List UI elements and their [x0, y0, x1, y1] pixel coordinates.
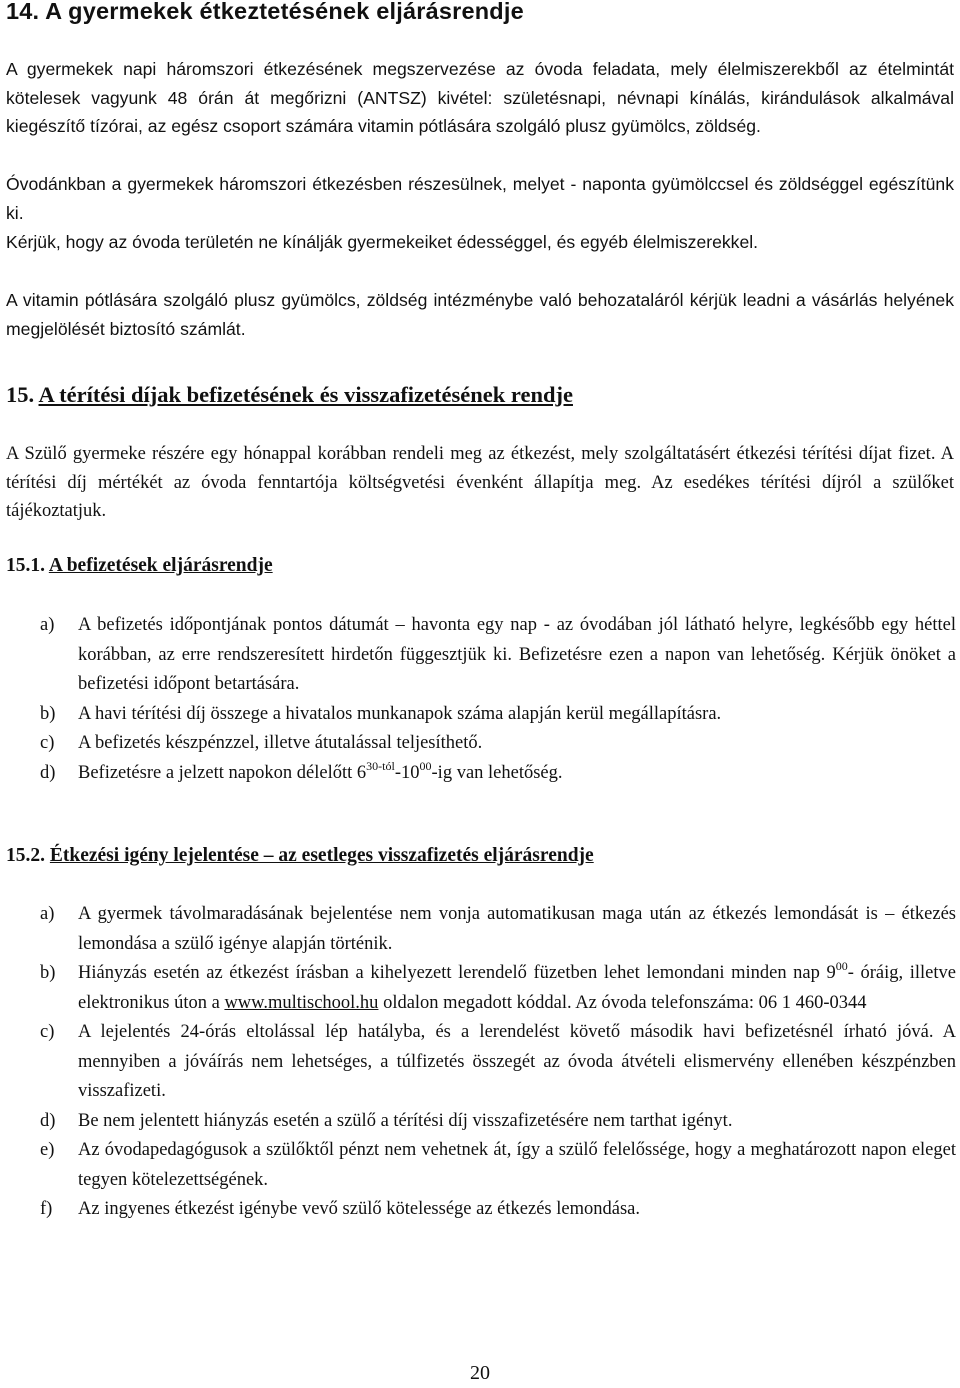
list-item-text: A befizetés készpénzzel, illetve átutalással teljesíthető.: [78, 733, 483, 753]
time-text-middle: -10: [394, 762, 420, 783]
list-item: [40, 1018, 956, 1107]
item-text-prefix: Hiányzás esetén az étkezést írásban a kihelyezett lerendelő füzetben lehet lemondani minden nap 9: [78, 963, 836, 983]
section-15-number: 15.: [6, 382, 35, 407]
list-marker: d): [40, 1110, 56, 1131]
list-item-text: A lejelentés 24-órás eltolással lép hatályba, és a lerendelést követő második havi befizetésnél írható jóvá. A mennyiben a jóváírás nem lehetséges, a túlfizetés összegét az óvoda átvételi elismervény ellenében készpénzben visszafizeti.: [78, 1022, 956, 1101]
time-text-prefix: Befizetésre a jelzett napokon délelőtt 6: [78, 762, 367, 783]
list-marker: f): [40, 1199, 53, 1219]
section-15-1-title: A befizetések eljárásrendje: [48, 555, 273, 576]
section-14-paragraph-1: A gyermekek napi háromszori étkezésének megszervezése az óvoda feladata, mely élelmiszerekből az ételmintát kötelesek vagyunk 48 órán át megőrizni (ANTSZ) kivétel: születésnapi, névnapi kínálás, kirándulások alkalmával kiegészítő tízórai, az egész csoport számára vitamin pótlására szolgáló plusz gyümölcs, zöldség.: [6, 59, 954, 136]
page-number: 20: [470, 1362, 490, 1384]
list-marker: b): [40, 703, 56, 724]
list-marker: a): [40, 904, 55, 924]
section-14-paragraph-2: Óvodánkban a gyermekek háromszori étkezésben részesülnek, melyet - naponta gyümölccsel és zöldséggel egészítünk ki.: [6, 174, 954, 223]
list-item: [40, 959, 956, 1018]
section-15-paragraph: A Szülő gyermeke részére egy hónappal korábban rendeli meg az étkezést, mely szolgáltatásért étkezési térítési díjat fizet. A térítési díj mértékét az óvoda fenntartója költségvetési évenként állapítja meg. Az esedékes térítési díjról a szülőket tájékoztatjuk.: [6, 444, 954, 521]
section-15-2-title: Étkezési igény lejelentése – az esetleges visszafizetés eljárásrendje: [49, 845, 594, 866]
section-15-2-heading: [6, 845, 594, 867]
list-marker: d): [40, 762, 56, 783]
website-link[interactable]: www.multischool.hu: [224, 992, 379, 1013]
list-item-text: [78, 959, 956, 1018]
list-item: [40, 729, 956, 759]
list-marker: c): [40, 733, 55, 753]
section-15-title: A térítési díjak befizetésének és visszafizetésének rendje: [38, 382, 573, 407]
section-15-heading: [6, 382, 573, 408]
list-item: [40, 759, 956, 789]
section-15-2-list: [40, 900, 956, 1225]
list-item-text: A gyermek távolmaradásának bejelentése nem vonja automatikusan maga után az étkezés lemondását is – étkezés lemondása a szülő igénye alapján történik.: [78, 904, 956, 954]
list-item: [40, 900, 956, 959]
list-item: [40, 1195, 956, 1225]
section-14-heading: 14. A gyermekek étkeztetésének eljárásrendje: [6, 0, 524, 24]
list-item-text: Be nem jelentett hiányzás esetén a szülő a térítési díj visszafizetésére nem tarthat igényt.: [78, 1110, 733, 1131]
list-marker: e): [40, 1140, 55, 1160]
time-text-suffix: -ig van lehetőség.: [431, 762, 563, 783]
section-15-1-heading: [6, 555, 273, 577]
list-marker: c): [40, 1022, 55, 1042]
list-item: [40, 1107, 956, 1137]
list-item-text: Az óvodapedagógusok a szülőktől pénzt nem vehetnek át, így a szülő felelőssége, hogy a meghatározott napon eleget tegyen kötelezettségének.: [78, 1140, 956, 1190]
list-marker: a): [40, 615, 55, 635]
item-text-middle: - óráig, illetve elektronikus úton a: [78, 963, 956, 1013]
time-superscript-end: 00: [419, 758, 432, 773]
section-15-1-number: 15.1.: [6, 555, 45, 576]
list-item-text: A befizetés időpontjának pontos dátumát – havonta egy nap - az óvodában jól látható helyre, legkésőbb egy héttel korábban, az erre rendszeresített hirdetőn függesztjük ki. Befizetésre ezen a napon van lehetőség. Kérjük önöket a befizetési időpont betartására.: [78, 615, 956, 694]
list-item: [40, 700, 956, 730]
list-marker: b): [40, 963, 56, 983]
list-item-text: [78, 759, 956, 789]
section-14-paragraph-3: Kérjük, hogy az óvoda területén ne kínálják gyermekeiket édességgel, és egyéb élelmiszerekkel.: [6, 232, 759, 252]
list-item-text: A havi térítési díj összege a hivatalos munkanapok száma alapján kerül megállapításra.: [78, 703, 722, 724]
list-item: [40, 611, 956, 700]
time-superscript-start: 30-tól: [366, 758, 395, 773]
list-item: [40, 1136, 956, 1195]
section-15-2-number: 15.2.: [6, 845, 45, 866]
list-item-text: Az ingyenes étkezést igénybe vevő szülő kötelessége az étkezés lemondása.: [78, 1199, 640, 1219]
section-15-1-list: [40, 611, 956, 788]
section-14-paragraph-4: A vitamin pótlására szolgáló plusz gyümölcs, zöldség intézménybe való behozataláról kérjük leadni a vásárlás helyének megjelölését biztosító számlát.: [6, 290, 954, 339]
item-text-suffix: oldalon megadott kóddal. Az óvoda telefonszáma: 06 1 460-0344: [378, 992, 867, 1013]
time-superscript: 00: [835, 959, 848, 973]
